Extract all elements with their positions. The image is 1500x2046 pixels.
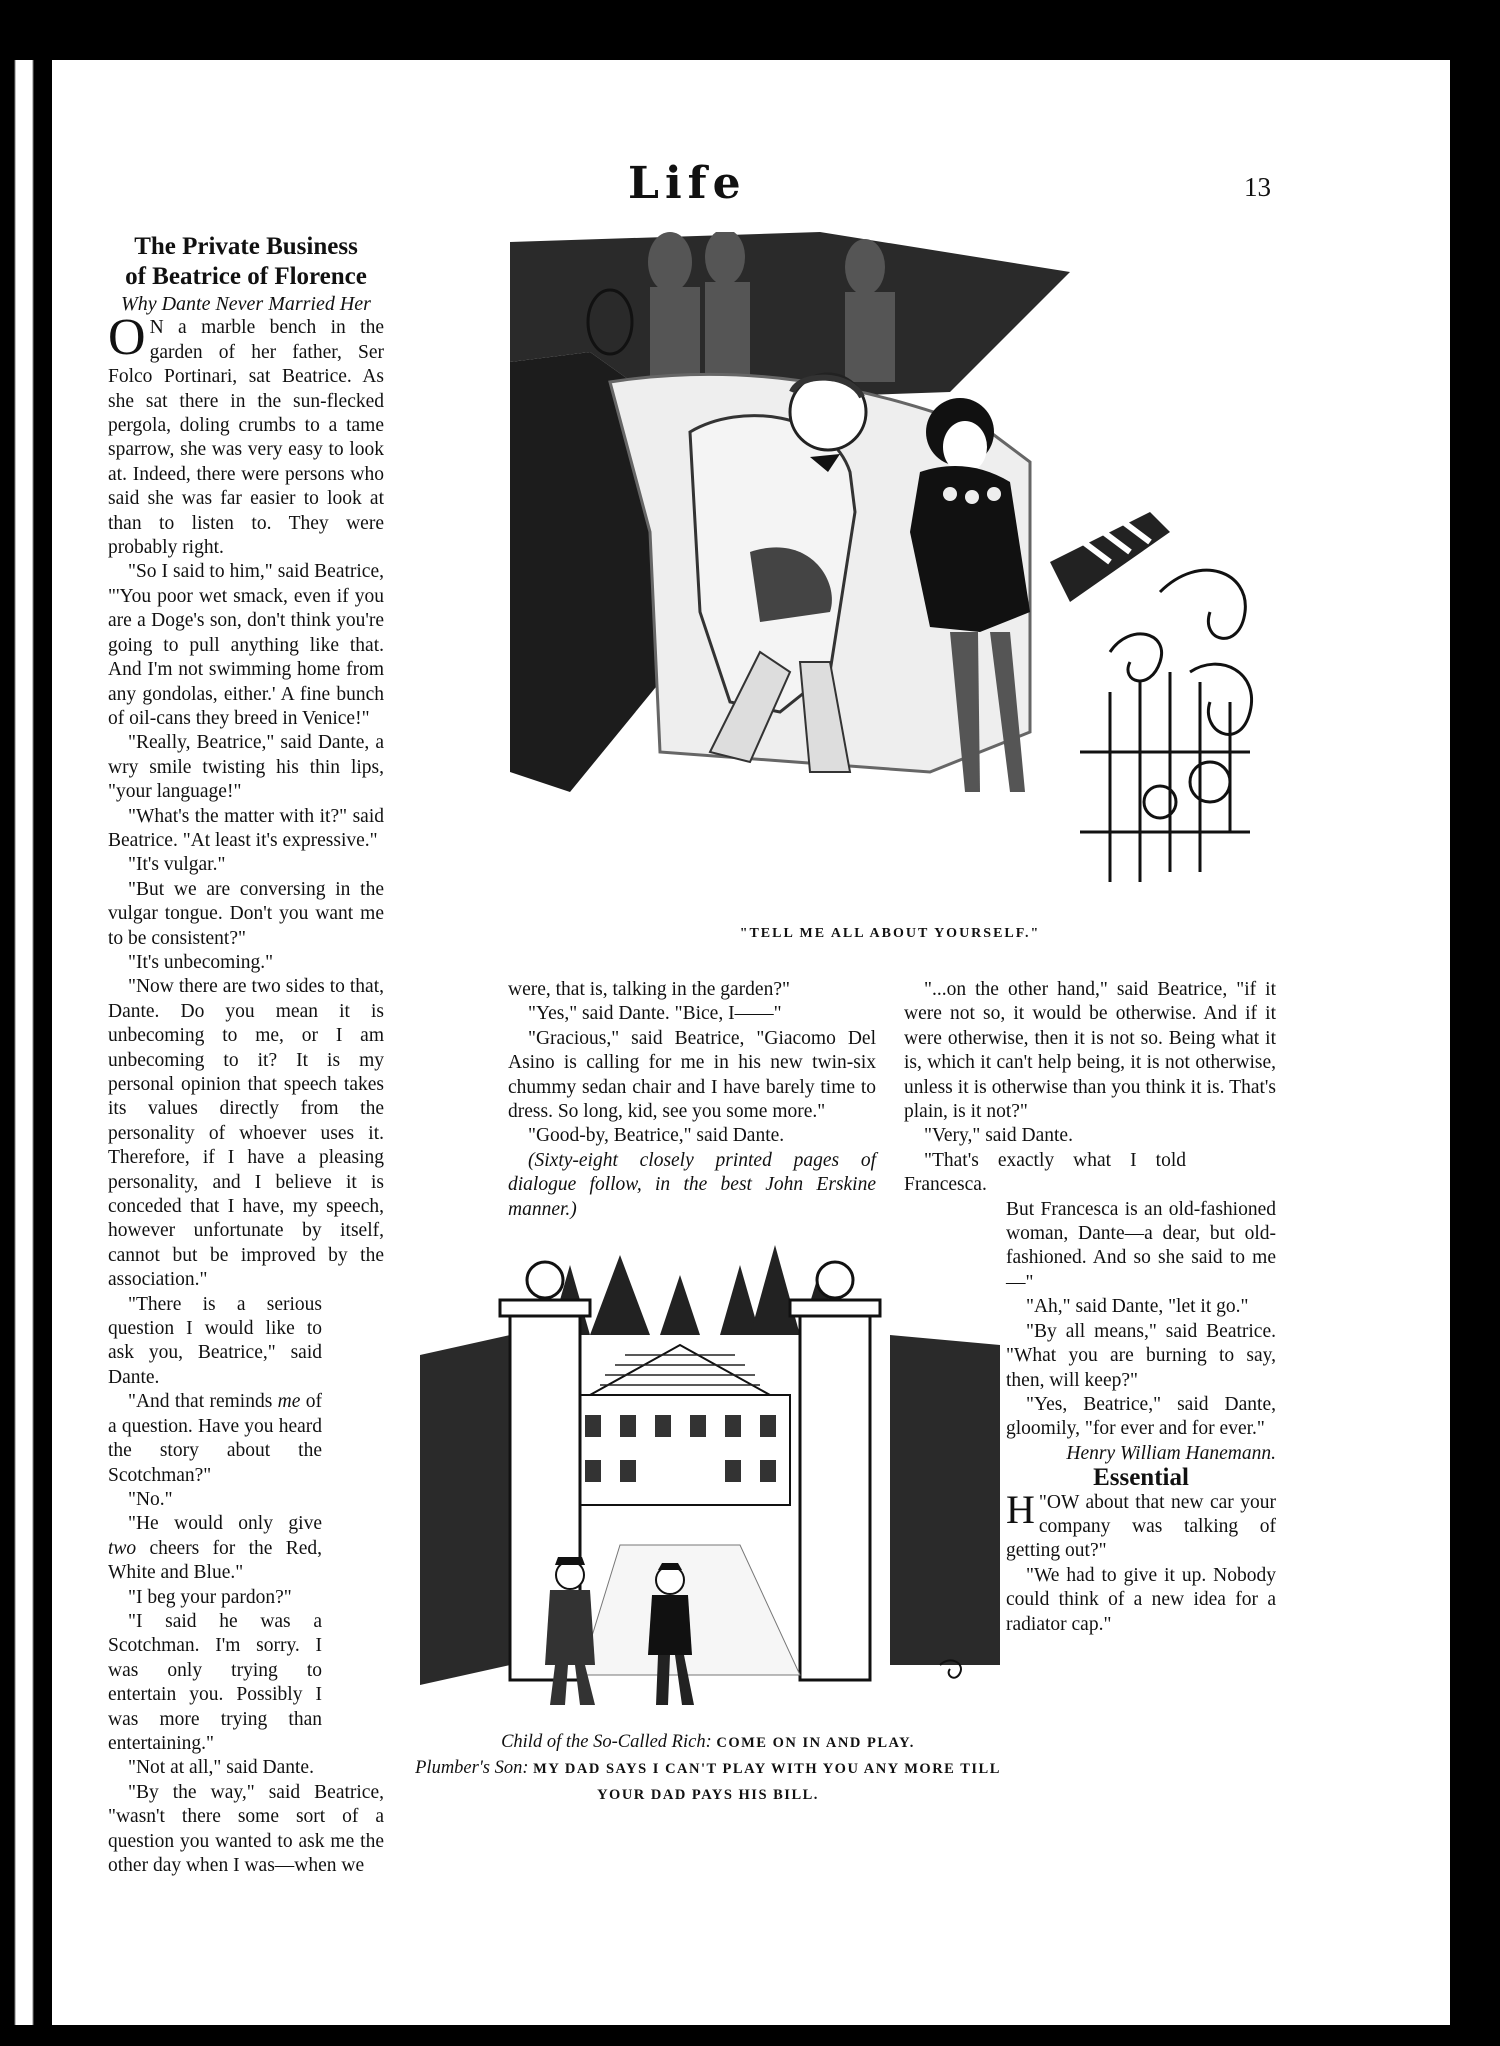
article-paragraph: "Really, Beatrice," said Dante, a wry smile twisting his thin lips, "your language!" <box>108 732 384 803</box>
text-run: of a question. Have you heard the story about the Scotchman?" <box>108 1391 322 1486</box>
essential-heading: Essential <box>1093 1464 1189 1492</box>
article-paragraph: "I beg your pardon?" <box>128 1586 292 1608</box>
speaker-label: Child of the So-Called Rich: <box>501 1732 712 1752</box>
article-paragraph: "No." <box>128 1488 173 1510</box>
article-paragraph: "By all means," said Beatrice. "What you are burning to say, then, will keep?" <box>1006 1320 1276 1391</box>
cartoon-illustration-gate <box>420 1245 1000 1725</box>
article-title-line-2: of Beatrice of Florence <box>125 263 367 290</box>
text-run: "And that reminds <box>128 1391 278 1413</box>
article-column-1 <box>108 232 384 1878</box>
article-paragraph: "Ah," said Dante, "let it go." <box>1026 1296 1249 1318</box>
article-paragraph: "There is a serious question I would like to ask you, Beatrice," said Dante. <box>108 1293 322 1388</box>
article-paragraph: "Now there are two sides to that, Dante. Do you mean it is unbecoming to me, or I am unbecoming to it? It is my personal opinion that speech takes its values directly from the personality of whoever uses it. Therefore, if I have a pleasing personality, and I believe it is conceded that I have, my speech, however unfortunate by itself, cannot but be improved by the association." <box>108 976 384 1291</box>
text-run-italic: two <box>108 1537 137 1559</box>
paragraph-text: N a marble bench in the garden of her father, Ser Folco Portinari, sat Beatrice. As she sat there in the sun-flecked pergola, doling crumbs to a tame sparrow, she was very easy to look at. Indeed, there were persons who said she was far easier to look at than to listen to. They were probably right. <box>108 317 384 559</box>
narrow-column-part <box>1006 1320 1276 1637</box>
article-paragraph: "But we are conversing in the vulgar tongue. Don't you want me to be consistent?" <box>108 878 384 949</box>
article-paragraph: "Gracious," said Beatrice, "Giacomo Del Asino is calling for me in his new twin-six chummy sedan chair and I have barely time to dress. So long, kid, see you some more." <box>508 1027 876 1123</box>
article-paragraph: "Very," said Dante. <box>924 1125 1073 1147</box>
article-paragraph: "That's exactly what I told Francesca. <box>904 1149 1186 1196</box>
paragraph-text: OW about that new car your company was talking of getting out?" <box>1006 1491 1276 1562</box>
article-paragraph: "Yes, Beatrice," said Dante, gloomily, "for ever and for ever." <box>1006 1393 1276 1440</box>
scan-edge-right <box>1450 60 1500 2025</box>
drop-cap: H <box>1006 1486 1035 1532</box>
article-paragraph: But Francesca is an old-fashioned woman, Dante—a dear, but old-fashioned. And so she said to me—" <box>1006 1198 1276 1293</box>
article-paragraph: "It's unbecoming." <box>128 951 274 973</box>
dialogue-text: COME ON IN AND PLAY. <box>716 1735 915 1751</box>
author-signature: Henry William Hanemann. <box>1066 1442 1276 1464</box>
article-paragraph: "What's the matter with it?" said Beatrice. "At least it's expressive." <box>108 805 384 851</box>
narrow-column-part <box>108 1390 322 1781</box>
text-run: "He would only give <box>128 1513 322 1535</box>
page-number: 13 <box>1244 172 1271 202</box>
article-paragraph: "...on the other hand," said Beatrice, "if it were not so, it would be otherwise. And if it were otherwise, then it is not so. Being what it is, which it can't help being, it is not otherwise, unless it is otherwise than you think it is. That's plain, is it not?" <box>904 979 1276 1123</box>
essential-paragraph: "We had to give it up. Nobody could think of a new idea for a radiator cap." <box>1006 1564 1276 1635</box>
article-paragraph <box>108 1390 322 1488</box>
watermark: comicbooks.com <box>1215 1982 1450 2015</box>
drop-cap: O <box>108 309 146 367</box>
masthead: Life <box>628 158 747 209</box>
cartoon-1-caption: "TELL ME ALL ABOUT YOURSELF." <box>739 926 1041 941</box>
cartoon-illustration-drawing-room <box>510 232 1270 922</box>
essential-paragraph <box>1006 1486 1276 1564</box>
dialogue-text: MY DAD SAYS I CAN'T PLAY WITH YOU ANY MORE TILL YOUR DAD PAYS HIS BILL. <box>533 1761 1001 1803</box>
article-paragraph: "By the way," said Beatrice, "wasn't there some sort of a question you wanted to ask me the other day when I was—when we <box>108 1781 384 1876</box>
article-paragraph-italic: (Sixty-eight closely printed pages of dialogue follow, in the best John Erskine manner.) <box>508 1149 876 1220</box>
article-paragraph: "Yes," said Dante. "Bice, I——" <box>528 1003 782 1025</box>
article-paragraph: "So I said to him," said Beatrice, "'You poor wet smack, even if you are a Doge's son, don't think you're going to pull anything like that. And I'm not swimming home from any gondolas, either.' A fine bunch of oil-cans they breed in Venice!" <box>108 561 384 729</box>
article-paragraph: "It's vulgar." <box>128 854 226 876</box>
caption-line-1 <box>408 1730 1008 1756</box>
article-paragraph: "Not at all," said Dante. <box>128 1757 314 1779</box>
article-title-line-1: The Private Business <box>134 233 358 260</box>
speaker-label: Plumber's Son: <box>415 1758 529 1778</box>
article-column-2 <box>508 978 876 1222</box>
text-run: cheers for the Red, White and Blue." <box>108 1537 322 1584</box>
article-subtitle: Why Dante Never Married Her <box>121 293 371 315</box>
scan-edge-left <box>0 60 52 2025</box>
article-paragraph: were, that is, talking in the garden?" <box>508 979 790 1000</box>
article-paragraph: "Good-by, Beatrice," said Dante. <box>528 1125 785 1147</box>
article-paragraph <box>108 1512 322 1585</box>
cartoon-2-caption <box>408 1730 1008 1808</box>
article-paragraph <box>108 309 384 560</box>
article-paragraph: "I said he was a Scotchman. I'm sorry. I was only trying to entertain you. Possibly I was more trying than entertaining." <box>108 1610 322 1754</box>
text-run-italic: me <box>277 1391 301 1413</box>
open-quote: " <box>1038 1491 1047 1513</box>
caption-line-2 <box>408 1756 1008 1808</box>
narrow-column-part <box>1006 1198 1276 1320</box>
